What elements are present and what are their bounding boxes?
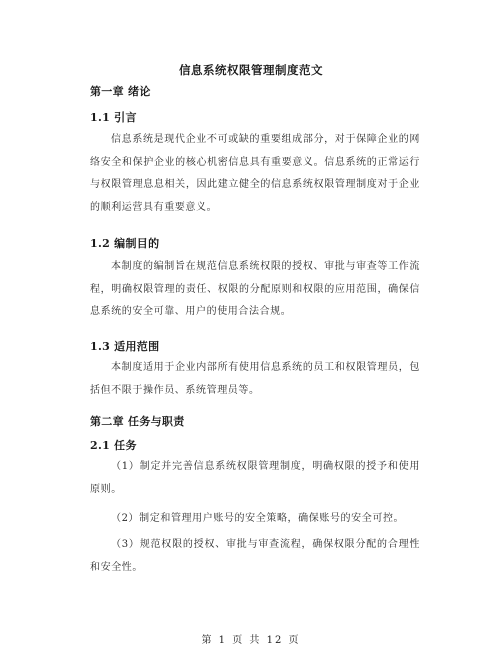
section-2-1-heading: 2.1 任务 [90, 439, 137, 452]
task-item-1: （1）制定并完善信息系统权限管理制度，明确权限的授予和使用原则。 [90, 461, 420, 495]
chapter-2-heading: 第二章 任务与职责 [90, 415, 185, 428]
task-item-2: （2）制定和管理用户账号的安全策略，确保账号的安全可控。 [111, 513, 405, 524]
task-item-3: （3）规范权限的授权、审批与审查流程，确保权限分配的合理性和安全性。 [90, 539, 420, 573]
page-number-footer: 第 1 页 共 12 页 [201, 635, 301, 646]
document-title: 信息系统权限管理制度范文 [179, 63, 323, 77]
section-1-2-heading: 1.2 编制目的 [90, 237, 160, 250]
section-1-1-heading: 1.1 引言 [90, 111, 137, 124]
section-1-3-paragraph: 本制度适用于企业内部所有使用信息系统的员工和权限管理员，包括但不限于操作员、系统管理员等。 [90, 362, 420, 396]
section-1-2-paragraph: 本制度的编制旨在规范信息系统权限的授权、审批与审查等工作流程，明确权限管理的责任、权限的分配原则和权限的应用范围，确保信息系统的安全可靠、用户的使用合法合规。 [90, 261, 420, 318]
chapter-1-heading: 第一章 绪论 [90, 85, 151, 98]
section-1-3-heading: 1.3 适用范围 [90, 340, 160, 353]
section-1-1-paragraph: 信息系统是现代企业不可或缺的重要组成部分，对于保障企业的网络安全和保护企业的核心机密信息具有重要意义。信息系统的正常运行与权限管理息息相关，因此建立健全的信息系统权限管理制度对于企业的顺利运营具有重要意义。 [90, 134, 420, 213]
